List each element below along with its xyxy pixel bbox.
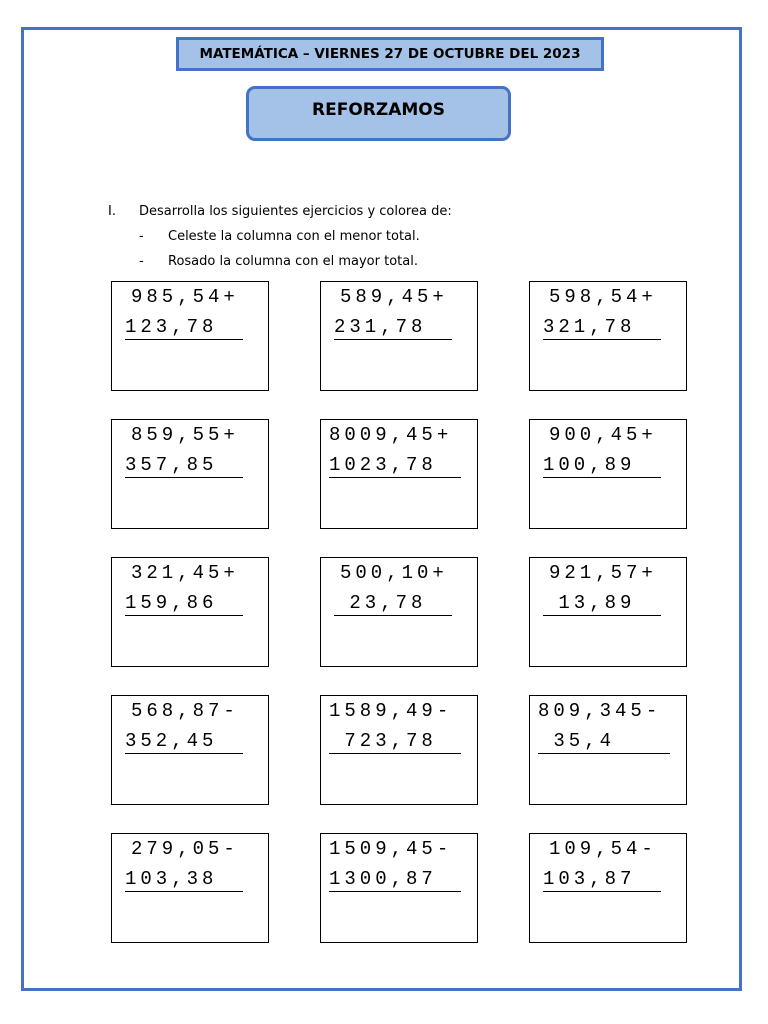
exercise-box: [111, 557, 269, 667]
instruction-main: Desarrolla los siguientes ejercicios y colorea de:: [139, 204, 452, 219]
exercise-box: [320, 833, 478, 943]
exercise-box: [111, 419, 269, 529]
exercise-underline: [125, 477, 243, 478]
exercise-top-number: 598,54+: [549, 286, 657, 308]
exercise-bottom-number: 100,89: [543, 454, 636, 476]
exercise-top-number: 279,05-: [131, 838, 239, 860]
instruction-bullet: Celeste la columna con el menor total.: [168, 229, 420, 244]
exercise-box: [529, 833, 687, 943]
exercise-underline: [125, 753, 243, 754]
exercise-underline: [543, 615, 661, 616]
exercise-box: [320, 695, 478, 805]
exercise-bottom-number: 1023,78: [329, 454, 437, 476]
exercise-bottom-number: 23,78: [334, 592, 427, 614]
exercise-underline: [543, 477, 661, 478]
exercise-bottom-number: 13,89: [543, 592, 636, 614]
exercise-top-number: 321,45+: [131, 562, 239, 584]
exercise-bottom-number: 35,4: [538, 730, 616, 752]
bullet-dash: -: [139, 229, 144, 244]
instruction-bullet: Rosado la columna con el mayor total.: [168, 254, 418, 269]
exercise-bottom-number: 103,87: [543, 868, 636, 890]
exercise-bottom-number: 1300,87: [329, 868, 437, 890]
exercise-bottom-number: 321,78: [543, 316, 636, 338]
exercise-bottom-number: 352,45: [125, 730, 218, 752]
exercise-bottom-number: 103,38: [125, 868, 218, 890]
exercise-box: [320, 557, 478, 667]
exercise-bottom-number: 159,86: [125, 592, 218, 614]
exercise-box: [529, 557, 687, 667]
exercise-underline: [543, 339, 661, 340]
exercise-box: [320, 281, 478, 391]
exercise-underline: [329, 477, 461, 478]
date-banner: [176, 37, 604, 71]
exercise-box: [111, 281, 269, 391]
page-title: REFORZAMOS: [312, 100, 445, 120]
exercise-box: [529, 419, 687, 529]
exercise-underline: [543, 891, 661, 892]
exercise-top-number: 985,54+: [131, 286, 239, 308]
exercise-box: [529, 695, 687, 805]
exercise-top-number: 1509,45-: [329, 838, 453, 860]
exercise-top-number: 589,45+: [340, 286, 448, 308]
exercise-top-number: 900,45+: [549, 424, 657, 446]
exercise-box: [111, 695, 269, 805]
exercise-bottom-number: 357,85: [125, 454, 218, 476]
exercise-underline: [538, 753, 670, 754]
exercise-underline: [334, 615, 452, 616]
title-box: [246, 86, 511, 141]
exercise-bottom-number: 123,78: [125, 316, 218, 338]
exercise-underline: [125, 615, 243, 616]
exercise-bottom-number: 231,78: [334, 316, 427, 338]
exercise-underline: [334, 339, 452, 340]
exercise-top-number: 568,87-: [131, 700, 239, 722]
exercise-top-number: 921,57+: [549, 562, 657, 584]
exercise-top-number: 109,54-: [549, 838, 657, 860]
exercise-underline: [329, 891, 461, 892]
exercise-box: [111, 833, 269, 943]
instruction-numeral: I.: [108, 204, 116, 219]
bullet-dash: -: [139, 254, 144, 269]
exercise-underline: [125, 891, 243, 892]
date-line: MATEMÁTICA – VIERNES 27 DE OCTUBRE DEL 2023: [199, 46, 581, 62]
exercise-top-number: 859,55+: [131, 424, 239, 446]
exercise-bottom-number: 723,78: [329, 730, 437, 752]
exercise-top-number: 1589,49-: [329, 700, 453, 722]
exercise-box: [529, 281, 687, 391]
exercise-box: [320, 419, 478, 529]
exercise-underline: [329, 753, 461, 754]
exercise-top-number: 809,345-: [538, 700, 662, 722]
exercise-underline: [125, 339, 243, 340]
exercise-top-number: 8009,45+: [329, 424, 453, 446]
exercise-top-number: 500,10+: [340, 562, 448, 584]
